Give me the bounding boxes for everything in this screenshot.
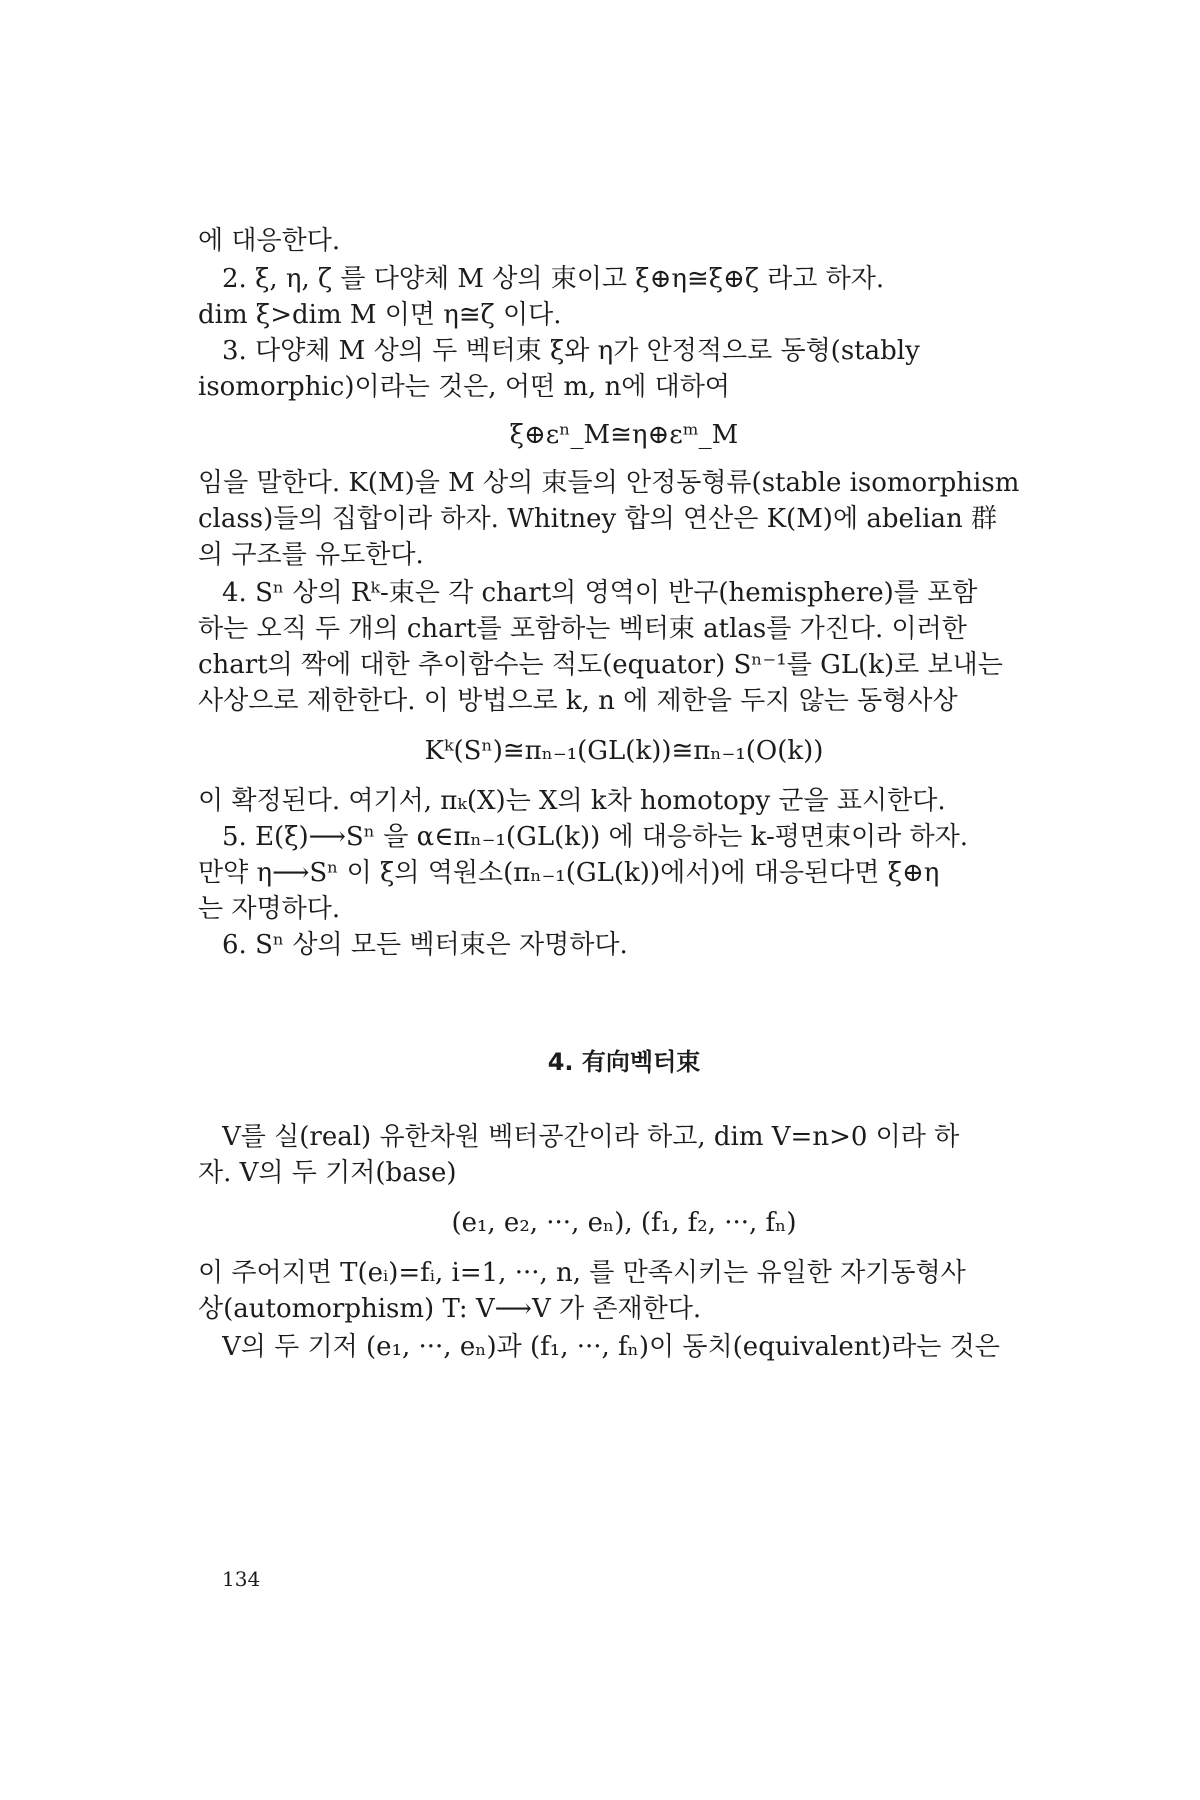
text-line: 이 주어지면 T(eᵢ)=fᵢ, i=1, ···, n, 를 만족시키는 유일한 자기동형사 [198, 1258, 966, 1288]
text-line: 3. 다양체 M 상의 두 벡터束 ξ와 η가 안정적으로 동형(stably [222, 336, 920, 366]
text-line: isomorphic)이라는 것은, 어떤 m, n에 대하여 [198, 372, 730, 402]
display-formula: ξ⊕εⁿ_M≅η⊕εᵐ_M [509, 420, 739, 450]
display-formula: (e₁, e₂, ···, eₙ), (f₁, f₂, ···, fₙ) [451, 1208, 797, 1238]
text-line: 2. ξ, η, ζ 를 다양체 M 상의 束이고 ξ⊕η≅ξ⊕ζ 라고 하자. [222, 264, 885, 294]
text-line: dim ξ>dim M 이면 η≅ζ 이다. [198, 300, 562, 330]
text-line: 의 구조를 유도한다. [198, 540, 424, 570]
text-line: 5. E(ξ)⟶Sⁿ 을 α∈πₙ₋₁(GL(k)) 에 대응하는 k-평면束이라 하자. [222, 822, 968, 852]
text-line: V의 두 기저 (e₁, ···, eₙ)과 (f₁, ···, fₙ)이 동치(equivalent)라는 것은 [222, 1332, 1000, 1362]
text-line: chart의 짝에 대한 추이함수는 적도(equator) Sⁿ⁻¹를 GL(k)로 보내는 [198, 650, 1003, 680]
text-line: 이 확정된다. 여기서, πₖ(X)는 X의 k차 homotopy 군을 표시한다. [198, 786, 946, 816]
text-line: 4. Sⁿ 상의 Rᵏ-束은 각 chart의 영역이 반구(hemisphere)를 포함 [222, 578, 978, 608]
text-line: 6. Sⁿ 상의 모든 벡터束은 자명하다. [222, 930, 628, 960]
text-line: 에 대응한다. [198, 226, 341, 256]
display-formula: Kᵏ(Sⁿ)≅πₙ₋₁(GL(k))≅πₙ₋₁(O(k)) [424, 736, 824, 766]
text-line: 만약 η⟶Sⁿ 이 ξ의 역원소(πₙ₋₁(GL(k))에서)에 대응된다면 ξ⊕η [198, 858, 940, 888]
text-line: 임을 말한다. K(M)을 M 상의 束들의 안정동형류(stable isomorphism [198, 468, 1020, 498]
text-line: V를 실(real) 유한차원 벡터공간이라 하고, dim V=n>0 이라 하 [222, 1122, 960, 1152]
text-line: 사상으로 제한한다. 이 방법으로 k, n 에 제한을 두지 않는 동형사상 [198, 686, 958, 716]
text-line: 상(automorphism) T: V⟶V 가 존재한다. [198, 1294, 702, 1324]
text-line: 는 자명하다. [198, 894, 341, 924]
text-line: class)들의 집합이라 하자. Whitney 합의 연산은 K(M)에 abelian 群 [198, 504, 998, 534]
page-number: 134 [222, 1567, 261, 1591]
text-line: 하는 오직 두 개의 chart를 포함하는 벡터束 atlas를 가진다. 이러한 [198, 614, 967, 644]
text-line: 자. V의 두 기저(base) [198, 1158, 457, 1188]
section-heading: 4. 有向벡터束 [547, 1048, 701, 1076]
